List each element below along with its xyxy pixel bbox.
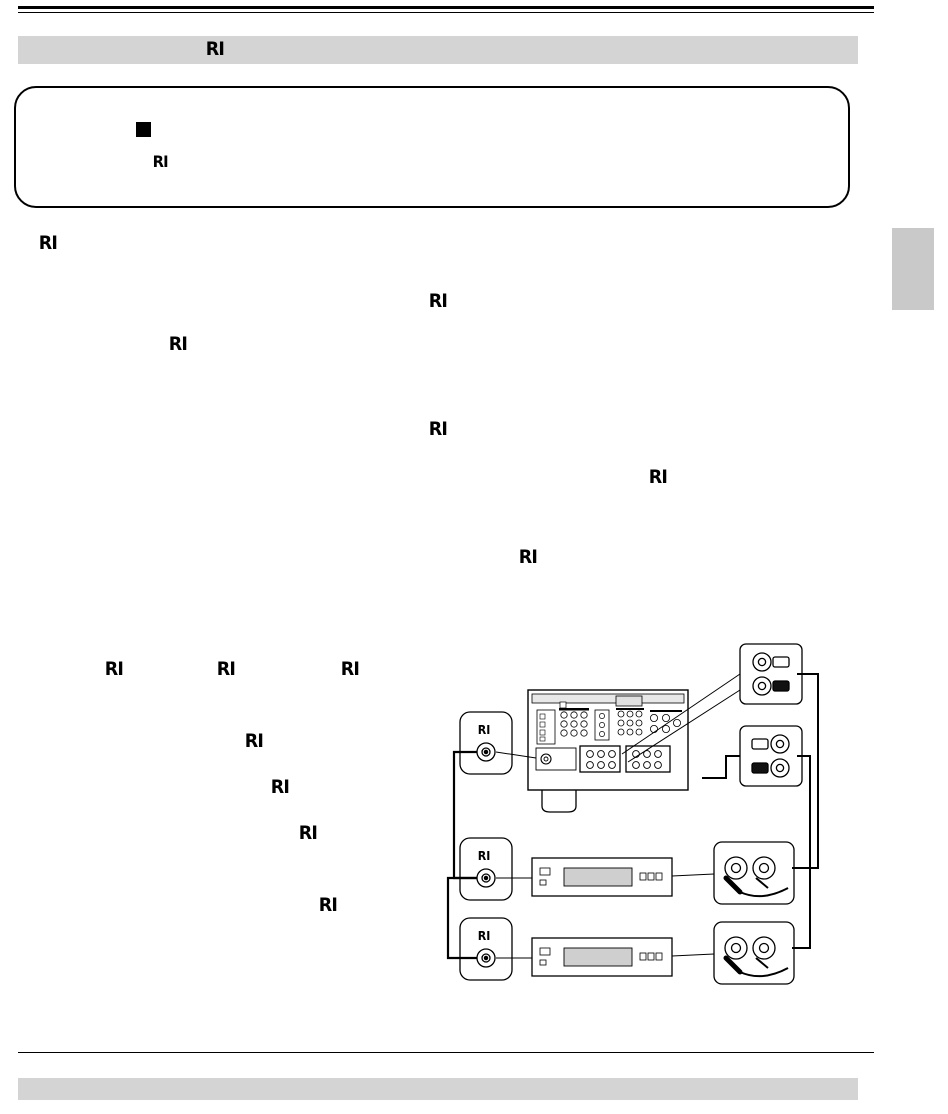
ri-mark-list-6: RI bbox=[298, 822, 317, 844]
ri-mark-list-5: RI bbox=[270, 776, 289, 798]
page-side-tab bbox=[892, 228, 934, 310]
ri-mark-list-4: RI bbox=[244, 730, 263, 752]
ri-mark-body-1: RI bbox=[38, 232, 57, 254]
ri-connection-diagram bbox=[440, 630, 840, 1020]
note-ri-logo: RI bbox=[152, 152, 168, 171]
ri-mark-list-1: RI bbox=[104, 658, 123, 680]
page-top-rule-thin bbox=[18, 12, 874, 13]
svg-text:RI: RI bbox=[477, 848, 491, 864]
svg-text:RI: RI bbox=[477, 928, 491, 944]
ri-mark-body-4: RI bbox=[428, 418, 447, 440]
svg-text:RI: RI bbox=[477, 722, 491, 738]
ri-mark-body-6: RI bbox=[518, 546, 537, 568]
page-top-rule-thick bbox=[18, 6, 874, 9]
section-heading-ri-logo: RI bbox=[205, 38, 224, 60]
ri-mark-list-7: RI bbox=[318, 894, 337, 916]
note-box bbox=[14, 86, 850, 208]
ri-mark-list-2: RI bbox=[216, 658, 235, 680]
note-bullet-icon bbox=[136, 122, 151, 137]
ri-mark-body-5: RI bbox=[648, 466, 667, 488]
ri-mark-list-3: RI bbox=[340, 658, 359, 680]
section-heading-band bbox=[18, 36, 858, 64]
page-footer-band bbox=[18, 1078, 858, 1100]
ri-mark-body-3: RI bbox=[168, 333, 187, 355]
page-bottom-rule bbox=[18, 1052, 874, 1053]
ri-mark-body-2: RI bbox=[428, 290, 447, 312]
